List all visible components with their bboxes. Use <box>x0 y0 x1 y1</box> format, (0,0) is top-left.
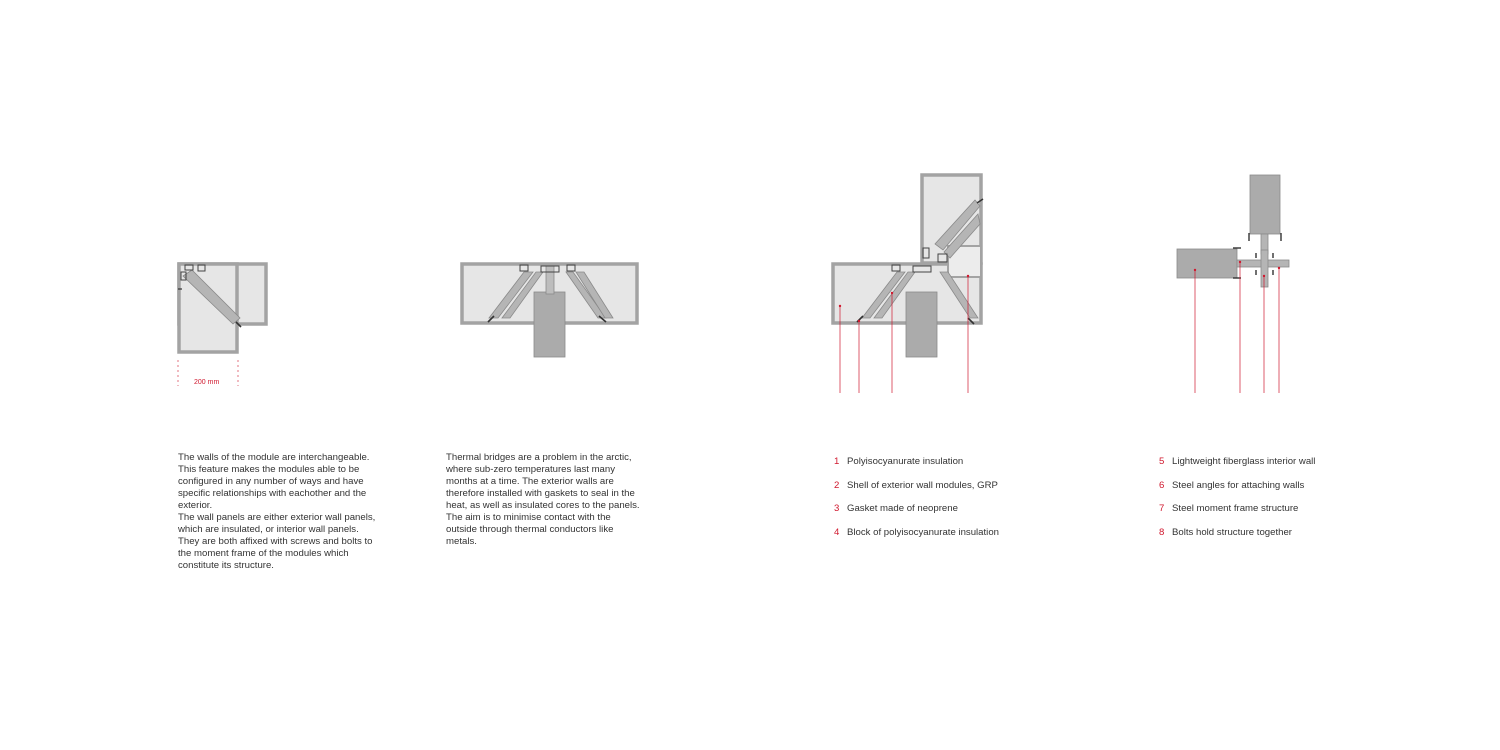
text-line: which are insulated, or interior wall panels. <box>178 524 359 535</box>
legend-item <box>1159 503 1315 527</box>
legend-left <box>834 456 999 550</box>
legend-item <box>1159 456 1315 480</box>
legend-label: Bolts hold structure together <box>1172 526 1292 538</box>
text-line: outside through thermal conductors like <box>446 524 614 535</box>
text-line: months at a time. The exterior walls are <box>446 476 614 487</box>
legend-label: Polyisocyanurate insulation <box>847 456 964 467</box>
corner-wall-detail <box>178 264 266 386</box>
legend-number: 2 <box>834 479 840 491</box>
legend-label: Steel angles for attaching walls <box>1172 479 1305 491</box>
text-line: metals. <box>446 536 477 547</box>
legend-item <box>1159 527 1315 551</box>
straight-wall-joint-detail <box>462 264 637 357</box>
legend-label: Gasket made of neoprene <box>847 503 958 514</box>
text-line: The aim is to minimise contact with the <box>446 512 611 523</box>
text-line: The walls of the module are interchangeable. <box>178 452 370 463</box>
text-line: This feature makes the modules able to be <box>178 464 360 475</box>
text-line: configured in any number of ways and have <box>178 476 364 487</box>
legend-label: Lightweight fiberglass interior wall <box>1172 456 1316 467</box>
text-line: therefore installed with gaskets to seal in the <box>446 488 635 499</box>
legend-label: Block of polyisocyanurate insulation <box>847 526 999 538</box>
text-line: They are both affixed with screws and bolts to <box>178 536 373 547</box>
text-line: heat, as well as insulated cores to the panels. <box>446 500 640 511</box>
legend-number: 4 <box>834 526 840 538</box>
legend-number: 7 <box>1159 503 1165 514</box>
legend-item <box>834 480 999 504</box>
structure-labeled-detail <box>1177 175 1289 393</box>
legend-item <box>834 456 999 480</box>
text-line: exterior. <box>178 500 213 511</box>
thermal-bridges-description <box>446 452 656 548</box>
interchangeable-walls-description <box>178 452 388 572</box>
legend-number: 5 <box>1159 456 1165 467</box>
text-line: Thermal bridges are a problem in the arctic, <box>446 452 632 463</box>
legend-item <box>834 503 999 527</box>
text-line: constitute its structure. <box>178 560 274 571</box>
legend-number: 3 <box>834 503 840 514</box>
text-line: the moment frame of the modules which <box>178 548 349 559</box>
text-line: specific relationships with eachother and the <box>178 488 367 499</box>
legend-label: Shell of exterior wall modules, GRP <box>847 479 998 491</box>
legend-number: 1 <box>834 456 840 467</box>
text-line: The wall panels are either exterior wall panels, <box>178 512 376 523</box>
legend-right <box>1159 456 1315 550</box>
legend-number: 8 <box>1159 526 1165 538</box>
legend-item <box>834 527 999 551</box>
t-joint-labeled-detail <box>833 175 983 393</box>
legend-item <box>1159 480 1315 504</box>
dimension-label: 200 mm <box>194 379 220 386</box>
legend-label: Steel moment frame structure <box>1172 503 1299 514</box>
legend-number: 6 <box>1159 479 1165 491</box>
text-line: where sub-zero temperatures last many <box>446 464 616 475</box>
